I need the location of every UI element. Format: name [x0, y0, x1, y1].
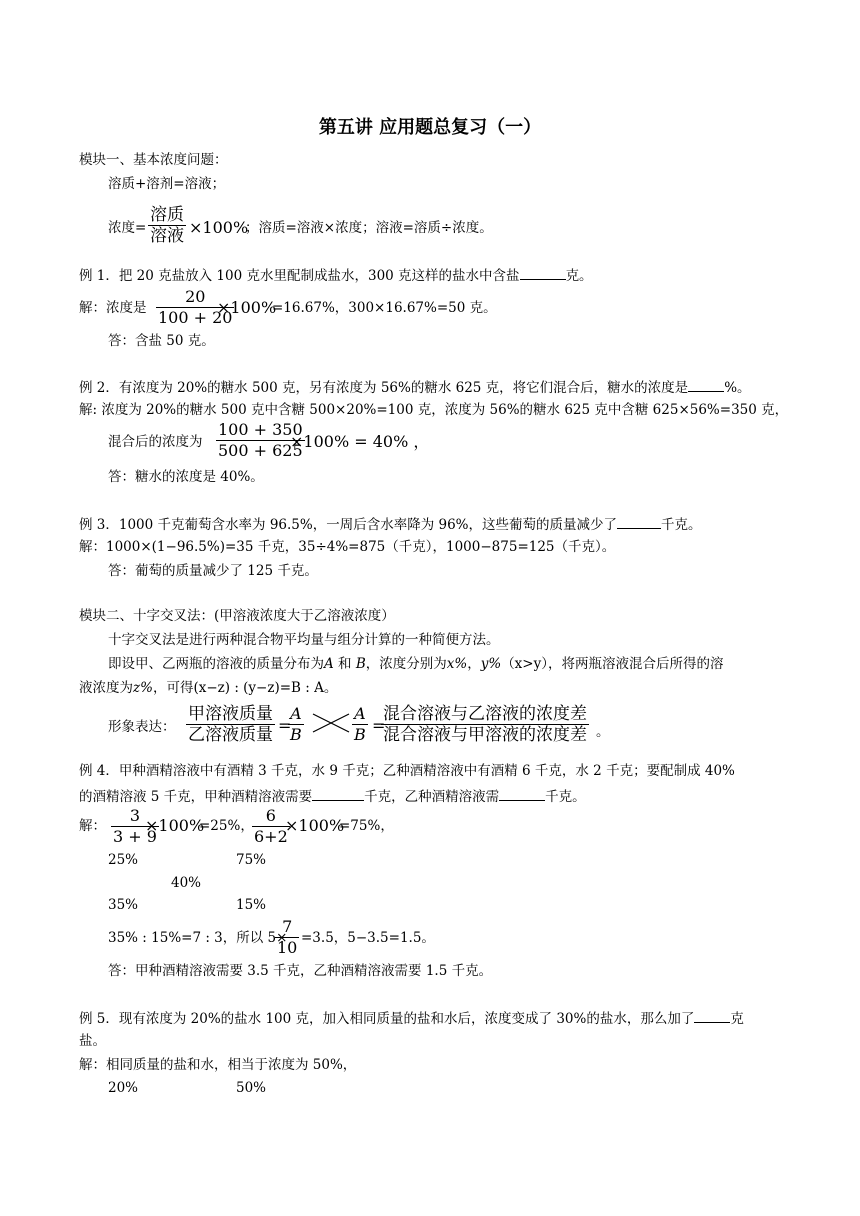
- ex4-ratio-den: 10: [277, 938, 298, 957]
- ex4-sol-prefix: 解：: [79, 818, 106, 834]
- ex4-blank2: [499, 787, 545, 801]
- ex3-question-end: 千克。: [661, 517, 702, 533]
- var-y: y%: [480, 656, 502, 672]
- ex4-times100-2: ×100%: [285, 816, 345, 835]
- module2-desc2: [108, 656, 724, 672]
- ex5-blank: [694, 1009, 730, 1023]
- mass-num: 甲溶液质量: [188, 704, 273, 724]
- ex2-mix-suffix: ×100% = 40% ，: [290, 432, 430, 451]
- ex2-question: [79, 378, 751, 396]
- ex1-question-end: 克。: [565, 268, 593, 284]
- ex4-question-line1: 例 4．甲种酒精溶液中有酒精 3 千克，水 9 千克；乙种酒精溶液中有酒精 6 千克，水 2 千克；要配制成 40%: [79, 763, 735, 779]
- ex5-q1: 例 5．现有浓度为 20%的盐水 100 克，加入相同质量的盐和水后，浓度变成了 30%的盐水，那么加了: [79, 1011, 695, 1027]
- ex4-times100-1: ×100%: [145, 816, 205, 835]
- module2-desc3: [79, 680, 337, 696]
- ex1-question-text: 例 1．把 20 克盐放入 100 克水里配制成盐水，300 克这样的盐水中含盐: [79, 268, 520, 284]
- conc-times100: ×100%: [189, 218, 249, 237]
- var-a: A: [324, 656, 334, 672]
- ex4-f2-den: 6+2: [254, 827, 288, 846]
- desc2-and: 和: [333, 656, 356, 672]
- ex1-frac-num: 20: [156, 287, 234, 308]
- ex4-f1-den: 3 + 9: [113, 827, 157, 846]
- diff-den: 混合溶液与甲溶液的浓度差: [383, 725, 587, 745]
- page-title: 第五讲 应用题总复习（一）: [318, 117, 542, 138]
- diff-num: 混合溶液与乙溶液的浓度差: [383, 704, 587, 724]
- ex2-question-text: 例 2．有浓度为 20%的糖水 500 克，另有浓度为 56%的糖水 625 克，将它们混合后，糖水的浓度是: [79, 380, 689, 396]
- ex5-question-line1: [79, 1009, 744, 1027]
- ex4-ratio-prefix: 35% : 15%=7 : 3，所以 5×: [108, 930, 288, 946]
- ex3-question-text: 例 3．1000 千克葡萄含水率为 96.5%，一周后含水率降为 96%，这些葡萄的质量减少了: [79, 517, 618, 533]
- ex3-question: [79, 515, 702, 533]
- eq-sign-1: =: [278, 716, 292, 735]
- ex5-q-end: 克: [730, 1011, 744, 1027]
- ab2-den: B: [354, 725, 366, 744]
- ex1-question: [79, 266, 593, 284]
- ex4-result1: =25%，: [199, 818, 254, 834]
- ex4-q2c: 千克。: [545, 789, 586, 805]
- ex5-question-line2: 盐。: [79, 1033, 106, 1049]
- ex4-grid-b: 75%: [236, 852, 267, 868]
- conc-numerator: 溶质: [150, 205, 184, 225]
- ex4-answer: 答：甲种酒精溶液需要 3.5 千克，乙种酒精溶液需要 1.5 千克。: [108, 963, 493, 979]
- desc2-part-b: ，浓度分别为: [365, 656, 447, 672]
- conc-prefix: 浓度=: [108, 220, 147, 236]
- ex4-grid-c: 35%: [108, 897, 139, 913]
- ex1-sol-suffix: =16.67%，300×16.67%=50 克。: [272, 300, 497, 316]
- desc2-part-c: ，将两瓶溶液混合后所得的溶: [548, 656, 724, 672]
- ab2-num: A: [352, 704, 368, 725]
- ex4-f2-num: 6: [252, 806, 290, 827]
- module1-heading: 模块一、基本浓度问题：: [79, 152, 228, 168]
- ex1-answer: 答：含盐 50 克。: [108, 333, 215, 349]
- ex2-solution-line1: 解: 浓度为 20%的糖水 500 克中含糖 500×20%=100 克，浓度为 56%的糖水 625 克中含糖 625×56%=350 克，: [79, 402, 789, 418]
- ex2-answer: 答：糖水的浓度是 40%。: [108, 469, 264, 485]
- desc2-condition: （x>y）: [501, 656, 548, 672]
- conc-rules: ；溶质=溶液×浓度；溶液=溶质÷浓度。: [245, 220, 493, 236]
- ex4-question-line2: [79, 787, 586, 805]
- cross-icon: [312, 712, 350, 734]
- ex4-ratio-fraction: [275, 917, 299, 958]
- desc3-part-a: 液浓度为: [79, 680, 133, 696]
- ex4-result2: =75%，: [339, 818, 394, 834]
- ex1-sol-prefix: 解：浓度是: [79, 300, 147, 316]
- ex2-frac-num: 100 + 350: [218, 420, 303, 439]
- ab1-den: B: [290, 725, 302, 744]
- ex5-solution: 解：相同质量的盐和水，相当于浓度为 50%，: [79, 1057, 357, 1073]
- eq-sign-2: =: [372, 716, 386, 735]
- image-expr-prefix: 形象表达：: [108, 719, 176, 735]
- desc2-comma: ，: [467, 656, 481, 672]
- ab-fraction-2: [352, 704, 368, 745]
- ex4-ratio-suffix: =3.5，5−3.5=1.5。: [301, 930, 435, 946]
- ex4-q2a: 的酒精溶液 5 千克，甲种酒精溶液需要: [79, 789, 313, 805]
- ab1-num: A: [288, 704, 304, 725]
- module2-desc1: 十字交叉法是进行两种混合物平均量与组分计算的一种简便方法。: [108, 632, 500, 648]
- conc-diff-fraction: [381, 704, 589, 745]
- image-expr-period: 。: [596, 724, 610, 740]
- ex4-f1-num: 3: [111, 806, 159, 827]
- ex5-grid-b: 50%: [236, 1080, 267, 1096]
- var-b: B: [355, 656, 366, 672]
- var-z: z%: [133, 680, 153, 696]
- ex2-mix-prefix: 混合后的浓度为: [108, 434, 203, 450]
- conc-fraction: [148, 205, 186, 246]
- ex1-frac-den: 100 + 20: [158, 308, 233, 327]
- ex5-grid-a: 20%: [108, 1080, 139, 1096]
- ex4-grid-a: 25%: [108, 852, 139, 868]
- module1-rule1: 溶质+溶剂=溶液；: [108, 176, 226, 192]
- mass-ratio-fraction: [186, 704, 275, 745]
- ex3-blank: [617, 515, 661, 529]
- ex4-grid-mid: 40%: [171, 875, 202, 891]
- mass-den: 乙溶液质量: [188, 725, 273, 745]
- ex3-solution: 解：1000×(1−96.5%)=35 千克，35÷4%=875（千克），1000−875=125（千克）。: [79, 539, 616, 555]
- ex4-ratio-num: 7: [275, 917, 299, 938]
- ex4-q2b: 千克，乙种酒精溶液需: [364, 789, 500, 805]
- ex4-grid-d: 15%: [236, 897, 267, 913]
- desc2-part-a: 即设甲、乙两瓶的溶液的质量分布为: [108, 656, 324, 672]
- ex2-question-end: %。: [724, 380, 751, 396]
- module2-heading: 模块二、十字交叉法：(甲溶液浓度大于乙溶液浓度）: [79, 608, 395, 624]
- desc3-part-b: ，可得(x−z) : (y−z)=B : A。: [152, 680, 338, 696]
- var-x: x%: [446, 656, 468, 672]
- ex1-times100: ×100%: [217, 298, 277, 317]
- ex4-blank1: [312, 787, 364, 801]
- ex2-frac-den: 500 + 625: [218, 441, 303, 460]
- ab-fraction-1: [288, 704, 304, 745]
- ex3-answer: 答：葡萄的质量减少了 125 千克。: [108, 563, 318, 579]
- ex1-blank: [520, 266, 566, 280]
- conc-denominator: 溶液: [150, 226, 184, 246]
- ex2-blank: [688, 378, 724, 392]
